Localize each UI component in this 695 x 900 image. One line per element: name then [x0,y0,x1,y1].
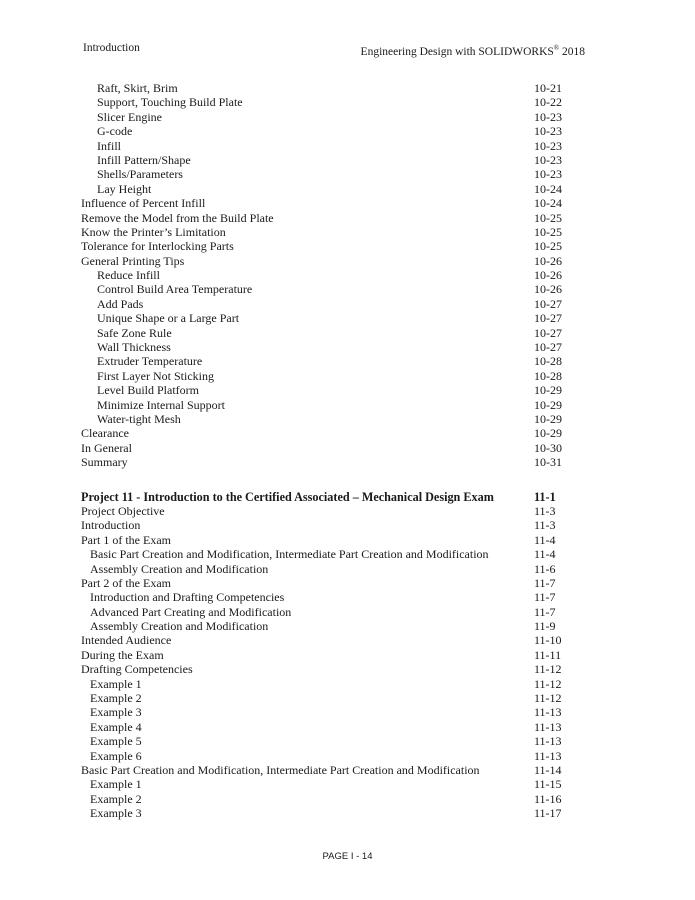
toc-entry-title: Drafting Competencies [81,662,193,677]
toc-entry-title: Water-tight Mesh [97,411,181,426]
toc-entry[interactable] [81,441,585,455]
toc-entry-title: Example 2 [90,691,142,706]
toc-entry-page: 10-21 [534,81,562,95]
toc-entry-page: 11-4 [534,532,556,547]
header-book-title [361,40,585,60]
toc-entry[interactable] [81,340,585,354]
toc-entry[interactable] [81,720,585,734]
toc-entry[interactable] [81,196,585,210]
toc-entry-page: 10-24 [534,196,562,211]
toc-entry-page: 11-17 [534,806,562,821]
toc-entry-title: Example 1 [90,777,142,792]
toc-entry[interactable] [81,182,585,196]
toc-entry-title: G-code [97,124,133,139]
toc-entry-title: Reduce Infill [97,268,160,283]
toc-entry[interactable] [81,677,585,691]
toc-entry[interactable] [81,763,585,777]
toc-entry-page: 11-13 [534,719,562,734]
toc-entry-page: 10-27 [534,296,562,311]
toc-entry-page: 10-31 [534,455,562,470]
running-header [83,40,585,56]
toc-entry-title: Lay Height [97,181,152,196]
toc-entry[interactable] [81,95,585,109]
toc-entry[interactable] [81,576,585,590]
toc-entry[interactable] [81,326,585,340]
toc-entry-title: Example 3 [90,806,142,821]
toc-entry-page: 10-22 [534,95,562,110]
toc-entry[interactable] [81,518,585,532]
toc-entry-page: 10-27 [534,325,562,340]
toc-entry-title: Infill [97,138,121,153]
toc-entry[interactable] [81,490,585,504]
toc-entry-page: 11-1 [534,489,556,504]
toc-entry-title: Infill Pattern/Shape [97,152,191,167]
toc-entry[interactable] [81,605,585,619]
toc-entry-title: First Layer Not Sticking [97,368,214,383]
toc-entry-page: 11-13 [534,748,562,763]
toc-entry[interactable] [81,124,585,138]
toc-entry[interactable] [81,749,585,763]
toc-entry-title: Example 1 [90,676,142,691]
toc-entry-title: Example 5 [90,734,142,749]
toc-entry[interactable] [81,297,585,311]
toc-entry[interactable] [81,590,585,604]
toc-entry-title: Shells/Parameters [97,167,183,182]
toc-entry-title: Example 4 [90,719,142,734]
toc-entry-page: 10-29 [534,426,562,441]
toc-entry[interactable] [81,734,585,748]
toc-entry[interactable] [81,311,585,325]
toc-entry-title: Assembly Creation and Modification [90,619,269,634]
toc-entry[interactable] [81,455,585,469]
toc-entry[interactable] [81,211,585,225]
toc-entry-page: 11-12 [534,662,562,677]
toc-entry-title: Support, Touching Build Plate [97,95,243,110]
toc-entry-title: Project 11 - Introduction to the Certified Associated – Mechanical Design Exam [81,489,494,504]
toc-entry-page: 10-23 [534,152,562,167]
toc-entry-page: 11-12 [534,676,562,691]
toc-entry-title: Influence of Percent Infill [81,196,206,211]
section-spacer [81,470,585,490]
toc-entry-page: 10-29 [534,383,562,398]
toc-entry-page: 11-14 [534,762,562,777]
header-book-name: Engineering Design with SOLIDWORKS [360,45,554,58]
toc-entry[interactable] [81,81,585,95]
toc-entry-title: Tolerance for Interlocking Parts [81,239,234,254]
toc-entry-page: 10-26 [534,282,562,297]
toc-entry[interactable] [81,239,585,253]
toc-entry-page: 11-7 [534,575,556,590]
toc-entry-title: Part 1 of the Exam [81,532,171,547]
toc-entry-page: 10-30 [534,440,562,455]
toc-entry-page: 11-9 [534,619,556,634]
toc-entry-page: 11-12 [534,691,562,706]
toc-entry-page: 10-29 [534,397,562,412]
toc-entry-page: 11-7 [534,604,556,619]
toc-entry[interactable] [81,139,585,153]
toc-entry-page: 11-10 [534,633,562,648]
toc-entry-title: Add Pads [97,296,144,311]
toc-entry-title: Part 2 of the Exam [81,575,171,590]
toc-entry-title: Example 6 [90,748,142,763]
toc-entry[interactable] [81,533,585,547]
toc-entry-title: Introduction [81,518,141,533]
toc-entry[interactable] [81,383,585,397]
toc-entry[interactable] [81,110,585,124]
toc-entry-page: 11-6 [534,561,556,576]
toc-entry[interactable] [81,225,585,239]
toc-entry[interactable] [81,691,585,705]
toc-entry-page: 10-23 [534,138,562,153]
toc-entry-title: Control Build Area Temperature [97,282,253,297]
toc-entry[interactable] [81,426,585,440]
toc-entry-title: Summary [81,455,128,470]
toc-entry[interactable] [81,153,585,167]
table-of-contents [81,81,585,821]
toc-entry-title: Example 3 [90,705,142,720]
toc-entry-title: Remove the Model from the Build Plate [81,210,274,225]
toc-entry-title: Advanced Part Creating and Modification [90,604,292,619]
toc-entry[interactable] [81,806,585,820]
toc-entry[interactable] [81,282,585,296]
toc-entry-title: Basic Part Creation and Modification, Intermediate Part Creation and Modification [90,547,489,562]
toc-entry-title: Wall Thickness [97,340,171,355]
toc-entry-page: 10-25 [534,210,562,225]
toc-entry[interactable] [81,369,585,383]
toc-entry-page: 11-7 [534,590,556,605]
toc-entry-page: 10-28 [534,354,562,369]
toc-entry[interactable] [81,167,585,181]
toc-entry[interactable] [81,633,585,647]
toc-entry-page: 11-13 [534,705,562,720]
toc-entry-title: Intended Audience [81,633,172,648]
toc-entry[interactable] [81,354,585,368]
toc-entry-title: Level Build Platform [97,383,199,398]
toc-entry-page: 10-28 [534,368,562,383]
toc-entry-title: Safe Zone Rule [97,325,172,340]
toc-entry[interactable] [81,777,585,791]
toc-entry-page: 11-13 [534,734,562,749]
toc-entry-title: Raft, Skirt, Brim [97,81,178,95]
toc-entry-title: General Printing Tips [81,253,185,268]
toc-entry[interactable] [81,562,585,576]
toc-entry-title: Example 2 [90,791,142,806]
toc-entry-title: Project Objective [81,503,165,518]
toc-entry[interactable] [81,547,585,561]
toc-entry-page: 11-16 [534,791,562,806]
toc-entry-page: 11-11 [534,647,562,662]
toc-entry-page: 11-15 [534,777,562,792]
toc-entry-page: 10-23 [534,167,562,182]
toc-entry-title: Clearance [81,426,129,441]
toc-entry-title: Basic Part Creation and Modification, Intermediate Part Creation and Modification [81,762,480,777]
toc-entry-page: 10-26 [534,268,562,283]
toc-entry-page: 10-26 [534,253,562,268]
toc-entry-page: 10-29 [534,411,562,426]
toc-entry-title: Minimize Internal Support [97,397,225,412]
toc-entry-page: 10-27 [534,340,562,355]
toc-entry-page: 11-4 [534,547,556,562]
toc-entry-page: 10-24 [534,181,562,196]
toc-entry-title: Slicer Engine [97,109,162,124]
header-section-title: Introduction [83,42,140,54]
toc-entry-page: 11-3 [534,518,556,533]
toc-entry[interactable] [81,792,585,806]
toc-entry-page: 10-25 [534,239,562,254]
toc-entry[interactable] [81,398,585,412]
registered-mark: ® [553,44,560,52]
page-number: PAGE I - 14 [322,851,373,862]
toc-entry-page: 11-3 [534,503,556,518]
toc-entry-page: 10-25 [534,224,562,239]
toc-entry[interactable] [81,648,585,662]
toc-entry-title: Introduction and Drafting Competencies [90,590,285,605]
toc-entry-title: Assembly Creation and Modification [90,561,269,576]
toc-entry[interactable] [81,504,585,518]
toc-entry[interactable] [81,268,585,282]
header-book-year: 2018 [559,45,585,58]
toc-entry-title: Extruder Temperature [97,354,203,369]
toc-entry[interactable] [81,619,585,633]
toc-entry[interactable] [81,412,585,426]
toc-entry[interactable] [81,662,585,676]
toc-entry-title: Unique Shape or a Large Part [97,311,240,326]
toc-entry-page: 10-27 [534,311,562,326]
toc-entry-title: In General [81,440,132,455]
toc-entry-page: 10-23 [534,109,562,124]
toc-entry[interactable] [81,705,585,719]
toc-entry-title: During the Exam [81,647,164,662]
toc-entry[interactable] [81,254,585,268]
toc-entry-page: 10-23 [534,124,562,139]
toc-entry-title: Know the Printer’s Limitation [81,224,226,239]
